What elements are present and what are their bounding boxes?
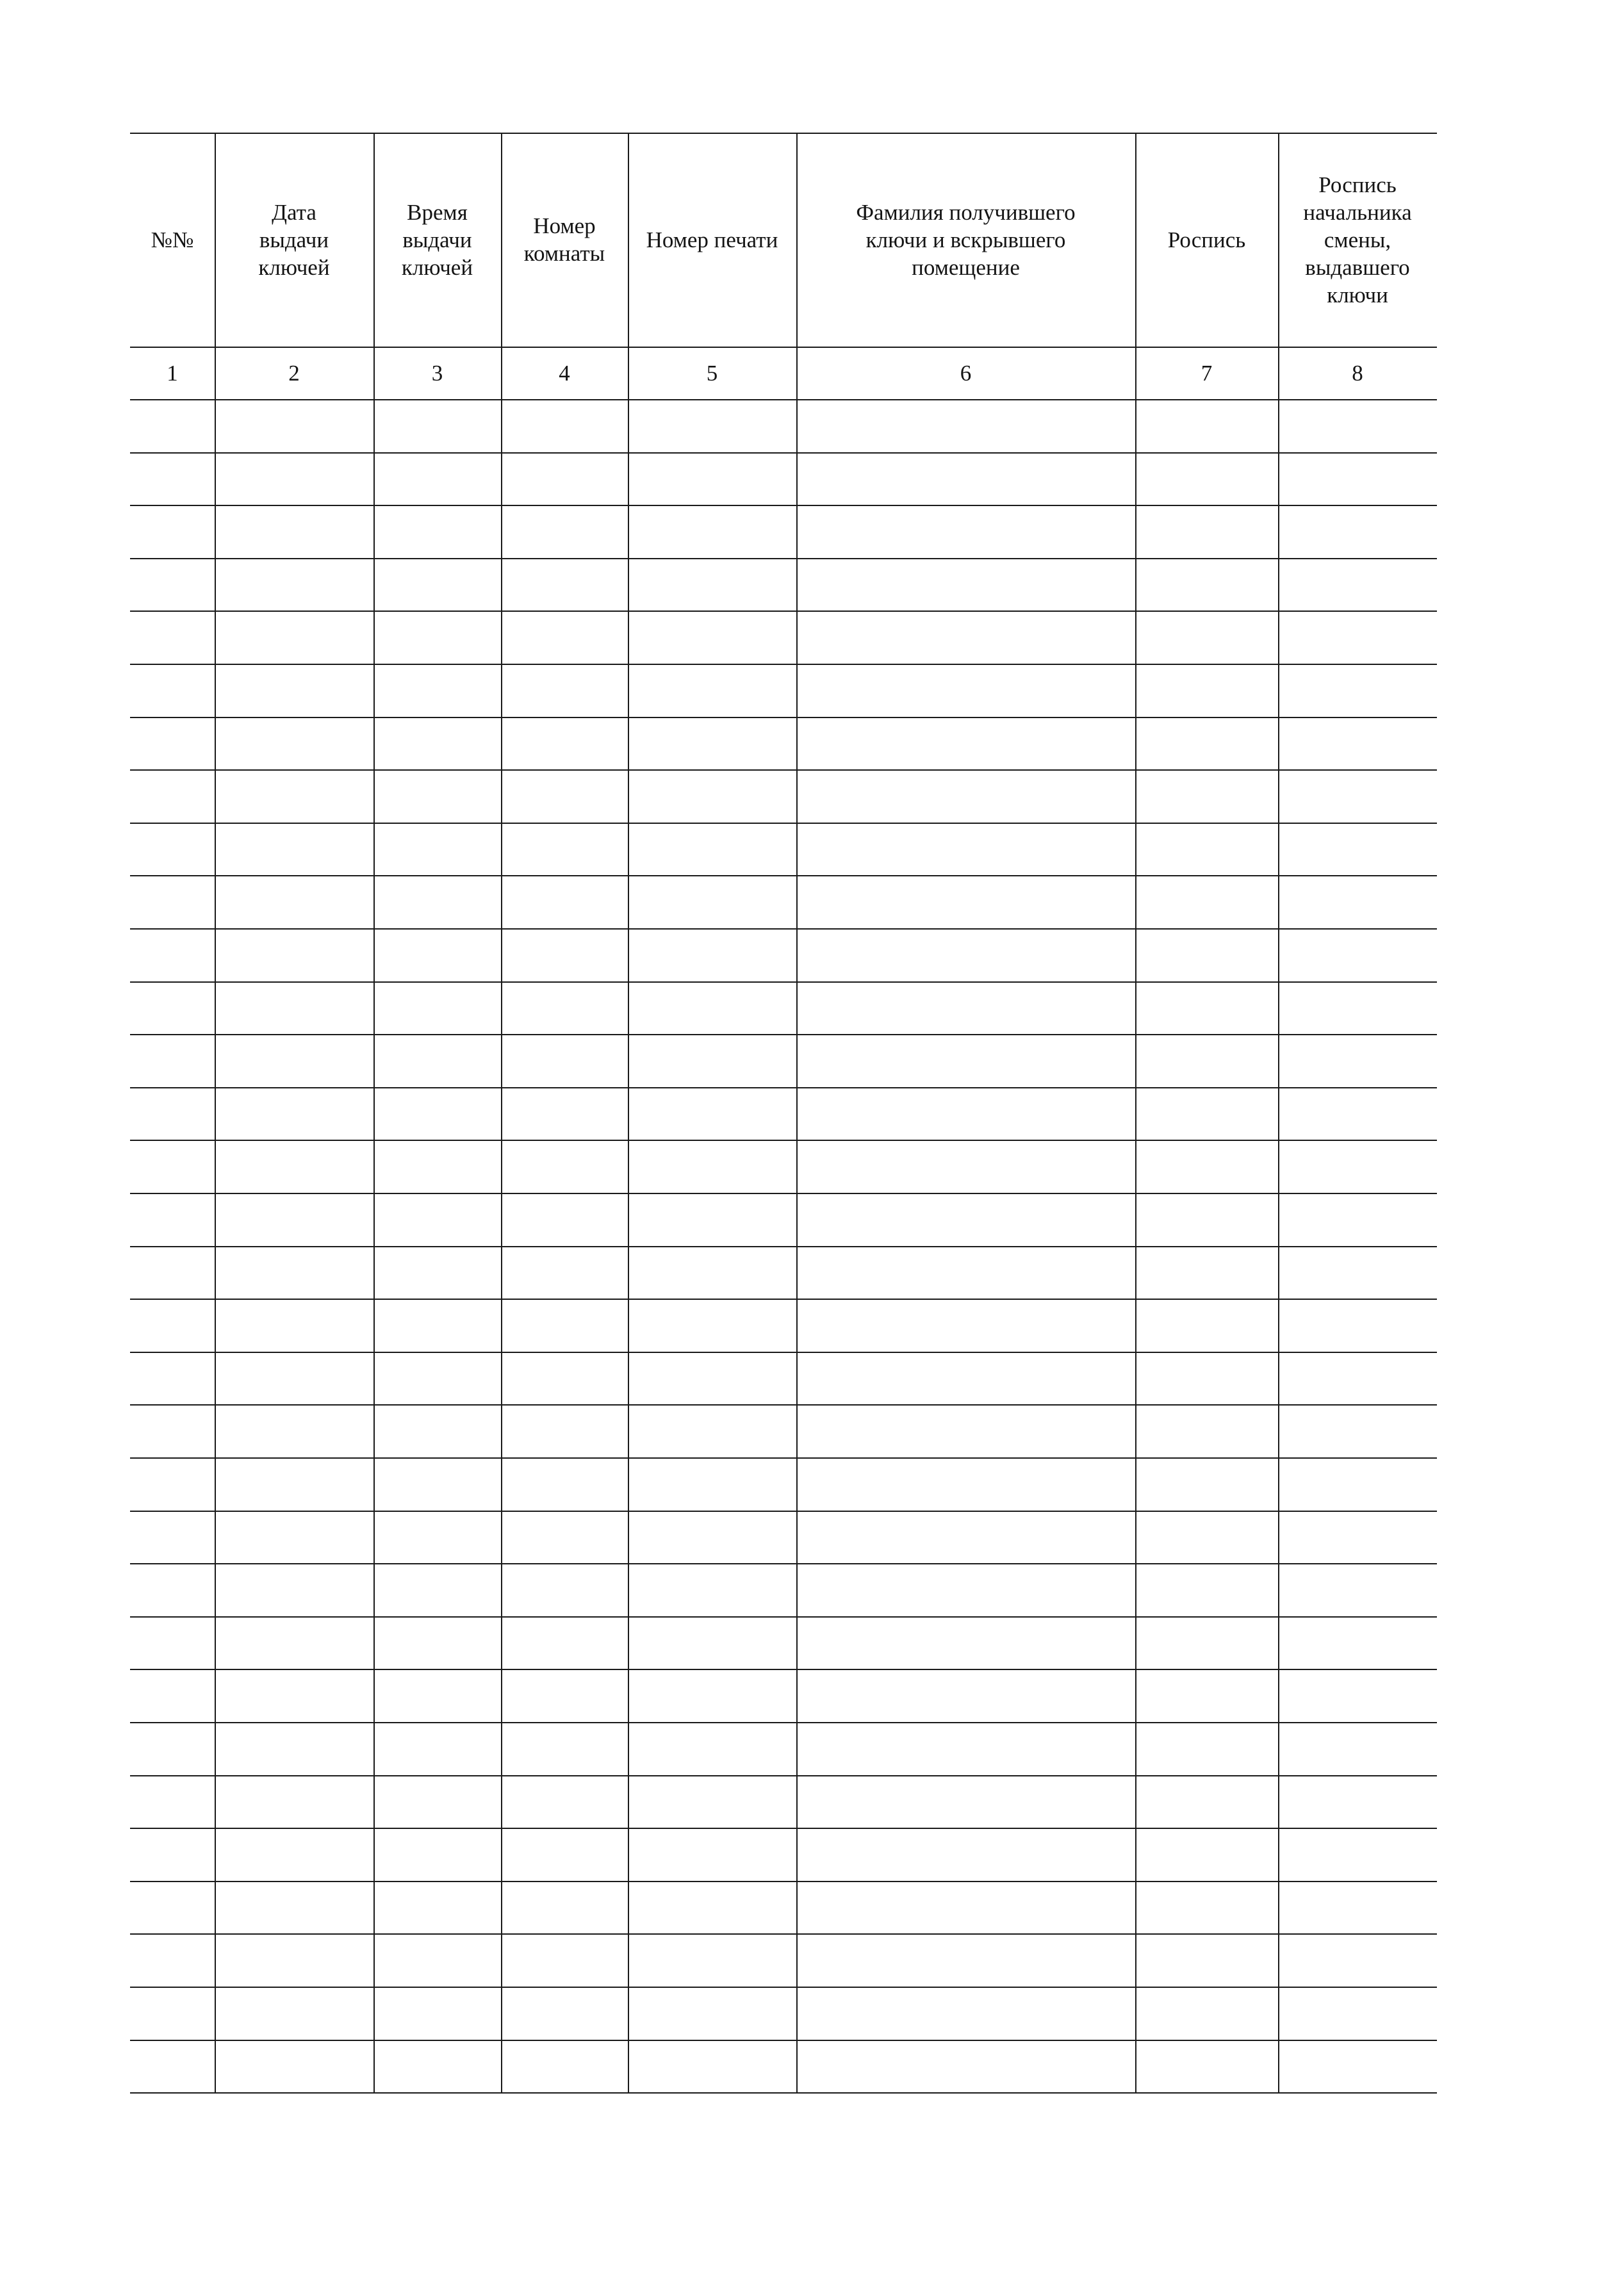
column-divider [1278, 133, 1279, 2092]
table-row [130, 1352, 1437, 1405]
table-row [130, 1669, 1437, 1722]
table-row [130, 1404, 1437, 1457]
table-row [130, 1933, 1437, 1987]
header-recipient-name: Фамилия получившего ключи и вскрывшего помещение [856, 199, 1076, 280]
column-divider [1135, 133, 1136, 2092]
header-seal-number: Номер печати [646, 227, 778, 252]
column-divider [215, 133, 216, 2092]
header-bottom-rule [130, 347, 1437, 348]
table-row [130, 1246, 1437, 1299]
column-number-5: 5 [706, 361, 718, 386]
header-issue-time: Время выдачи ключей [401, 199, 473, 280]
table-row [130, 823, 1437, 876]
column-divider [501, 133, 502, 2092]
header-shift-chief-signature: Роспись начальника смены, выдавшего ключи [1303, 172, 1412, 307]
row-rule [130, 2092, 1437, 2094]
table-row [130, 1511, 1437, 1564]
column-divider [628, 133, 629, 2092]
table-row [130, 1881, 1437, 1934]
table-row [130, 558, 1437, 611]
key-issue-journal-table [130, 133, 1437, 2090]
table-row [130, 1616, 1437, 1669]
table-row [130, 1987, 1437, 2040]
column-number-8: 8 [1352, 361, 1363, 386]
table-row [130, 1828, 1437, 1881]
table-row [130, 875, 1437, 928]
column-number-2: 2 [288, 361, 300, 386]
table-row [130, 1299, 1437, 1352]
table-row [130, 505, 1437, 558]
table-row [130, 981, 1437, 1035]
table-row [130, 1775, 1437, 1828]
column-divider [796, 133, 798, 2092]
table-row [130, 611, 1437, 664]
table-row [130, 664, 1437, 717]
column-number-3: 3 [431, 361, 443, 386]
header-number: №№ [151, 227, 194, 252]
header-room-number: Номер комнаты [523, 213, 605, 266]
table-row [130, 1722, 1437, 1775]
column-number-4: 4 [559, 361, 570, 386]
table-row [130, 1140, 1437, 1193]
table-top-rule [130, 133, 1437, 134]
table-row [130, 452, 1437, 505]
table-row [130, 928, 1437, 981]
column-number-7: 7 [1201, 361, 1213, 386]
table-row [130, 1457, 1437, 1511]
table-row [130, 399, 1437, 452]
header-issue-date: Дата выдачи ключей [258, 199, 330, 280]
header-signature: Роспись [1167, 227, 1246, 252]
table-row [130, 769, 1437, 823]
table-row [130, 2040, 1437, 2093]
column-divider [373, 133, 375, 2092]
table-row [130, 1034, 1437, 1087]
table-row [130, 1563, 1437, 1616]
table-row [130, 1193, 1437, 1246]
table-row [130, 717, 1437, 770]
table-row [130, 1087, 1437, 1140]
column-number-1: 1 [167, 361, 178, 386]
column-number-6: 6 [960, 361, 972, 386]
